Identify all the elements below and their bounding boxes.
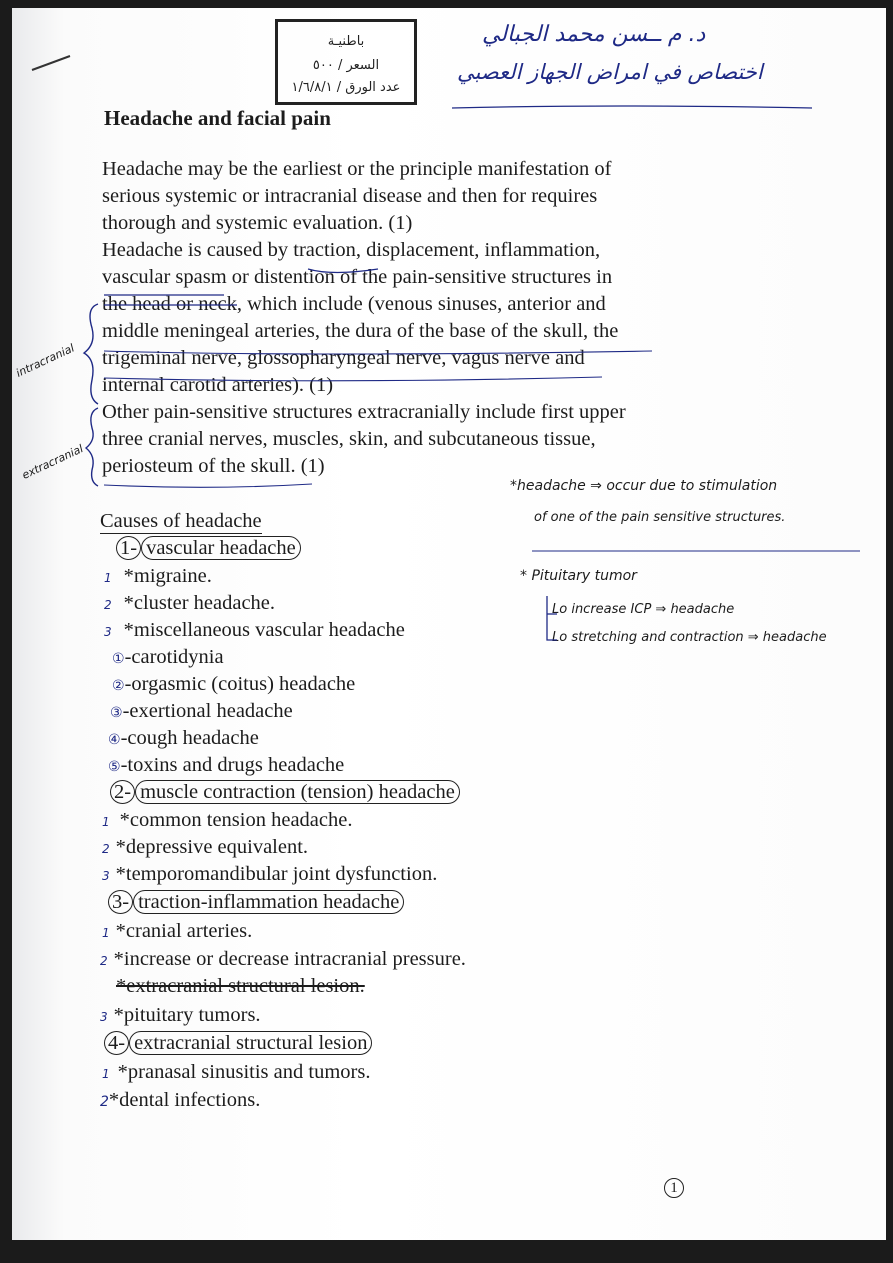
list-item: 2*dental infections. [100,1089,261,1111]
page-number: 1 [664,1178,684,1198]
side-note-2-item-2: Lo stretching and contraction ⇒ headache [552,630,827,645]
causes-heading: Causes of headache [100,510,262,532]
side-note-1-line-2: of one of the pain sensitive structures. [534,510,786,525]
list-item: 2 *cluster headache. [104,592,276,614]
p3-line-3: periosteum of the skull. (1) [102,455,325,477]
p1-line-1: Headache may be the earliest or the principle manifestation of [102,158,612,180]
page-title: Headache and facial pain [104,106,331,130]
header-specialty: اختصاص في امراض الجهاز العصبي [457,60,763,84]
underline [308,269,378,273]
p2-line-3: the head or neck, which include (venous sinuses, anterior and [102,293,606,315]
header-underline [452,106,812,108]
list-item: ④-cough headache [108,727,259,749]
pen-annotations [12,8,886,1240]
underline [104,484,312,487]
list-item: 3 *miscellaneous vascular headache [104,619,405,641]
list-item: 1 *cranial arteries. [102,920,253,942]
section-2-number: 2- [110,780,135,804]
list-item: 2 *increase or decrease intracranial pressure. [100,948,466,970]
section-4-number: 4- [104,1031,129,1055]
underline [104,377,602,381]
p2-line-1: Headache is caused by traction, displacement, inflammation, [102,239,601,261]
list-item: ②-orgasmic (coitus) headache [112,673,356,695]
header-author: د. م ــسن محمد الجبالي [482,22,706,47]
stamp-pages: عدد الورق / ١/٦/٨/١ [291,80,401,95]
list-item: ③-exertional headache [110,700,293,722]
document-page [12,8,886,1240]
side-note-2-title: * Pituitary tumor [520,568,637,584]
list-item: 1 *migraine. [104,565,212,587]
list-item: 2 *depressive equivalent. [102,836,309,858]
list-item: 3 *pituitary tumors. [100,1004,261,1026]
section-1-title: vascular headache [141,536,301,560]
list-item-struck: *extracranial structural lesion. [116,975,365,997]
p2-line-6: internal carotid arteries). (1) [102,374,334,396]
stamp-price: السعر / ٥٠٠ [312,58,380,73]
list-item: 1 *common tension headache. [102,809,353,831]
list-item: 1 *pranasal sinusitis and tumors. [102,1061,371,1083]
section-4-title: extracranial structural lesion [129,1031,372,1055]
list-item: 3 *temporomandibular joint dysfunction. [102,863,438,885]
corner-mark [32,56,70,70]
section-3-title: traction-inflammation headache [133,890,404,914]
section-2-title: muscle contraction (tension) headache [135,780,460,804]
underline [104,351,652,354]
side-note-1-line-1: *headache ⇒ occur due to stimulation [510,478,778,494]
section-3-number: 3- [108,890,133,914]
brace-extracranial [86,408,98,486]
stamp-department: باطنيـة [327,34,365,49]
p3-line-1: Other pain-sensitive structures extracranially include first upper [102,401,626,423]
brace-intracranial [84,304,98,404]
list-item: ①-carotidynia [112,646,224,668]
p3-line-2: three cranial nerves, muscles, skin, and subcutaneous tissue, [102,428,596,450]
margin-note-intracranial: intracranial [14,341,77,380]
list-item: ⑤-toxins and drugs headache [108,754,345,776]
p1-line-2: serious systemic or intracranial disease and then for requires [102,185,598,207]
side-bracket [547,596,557,640]
p2-line-4: middle meningeal arteries, the dura of the base of the skull, the [102,320,619,342]
p1-line-3: thorough and systemic evaluation. (1) [102,212,413,234]
margin-note-extracranial: extracranial [20,442,86,482]
p2-line-2: vascular spasm or distention of the pain-sensitive structures in [102,266,613,288]
side-note-2-item-1: Lo increase ICP ⇒ headache [552,602,735,617]
section-1-number: 1- [116,536,141,560]
p2-line-5: trigeminal nerve, glossopharyngeal nerve, vagus nerve and [102,347,585,369]
